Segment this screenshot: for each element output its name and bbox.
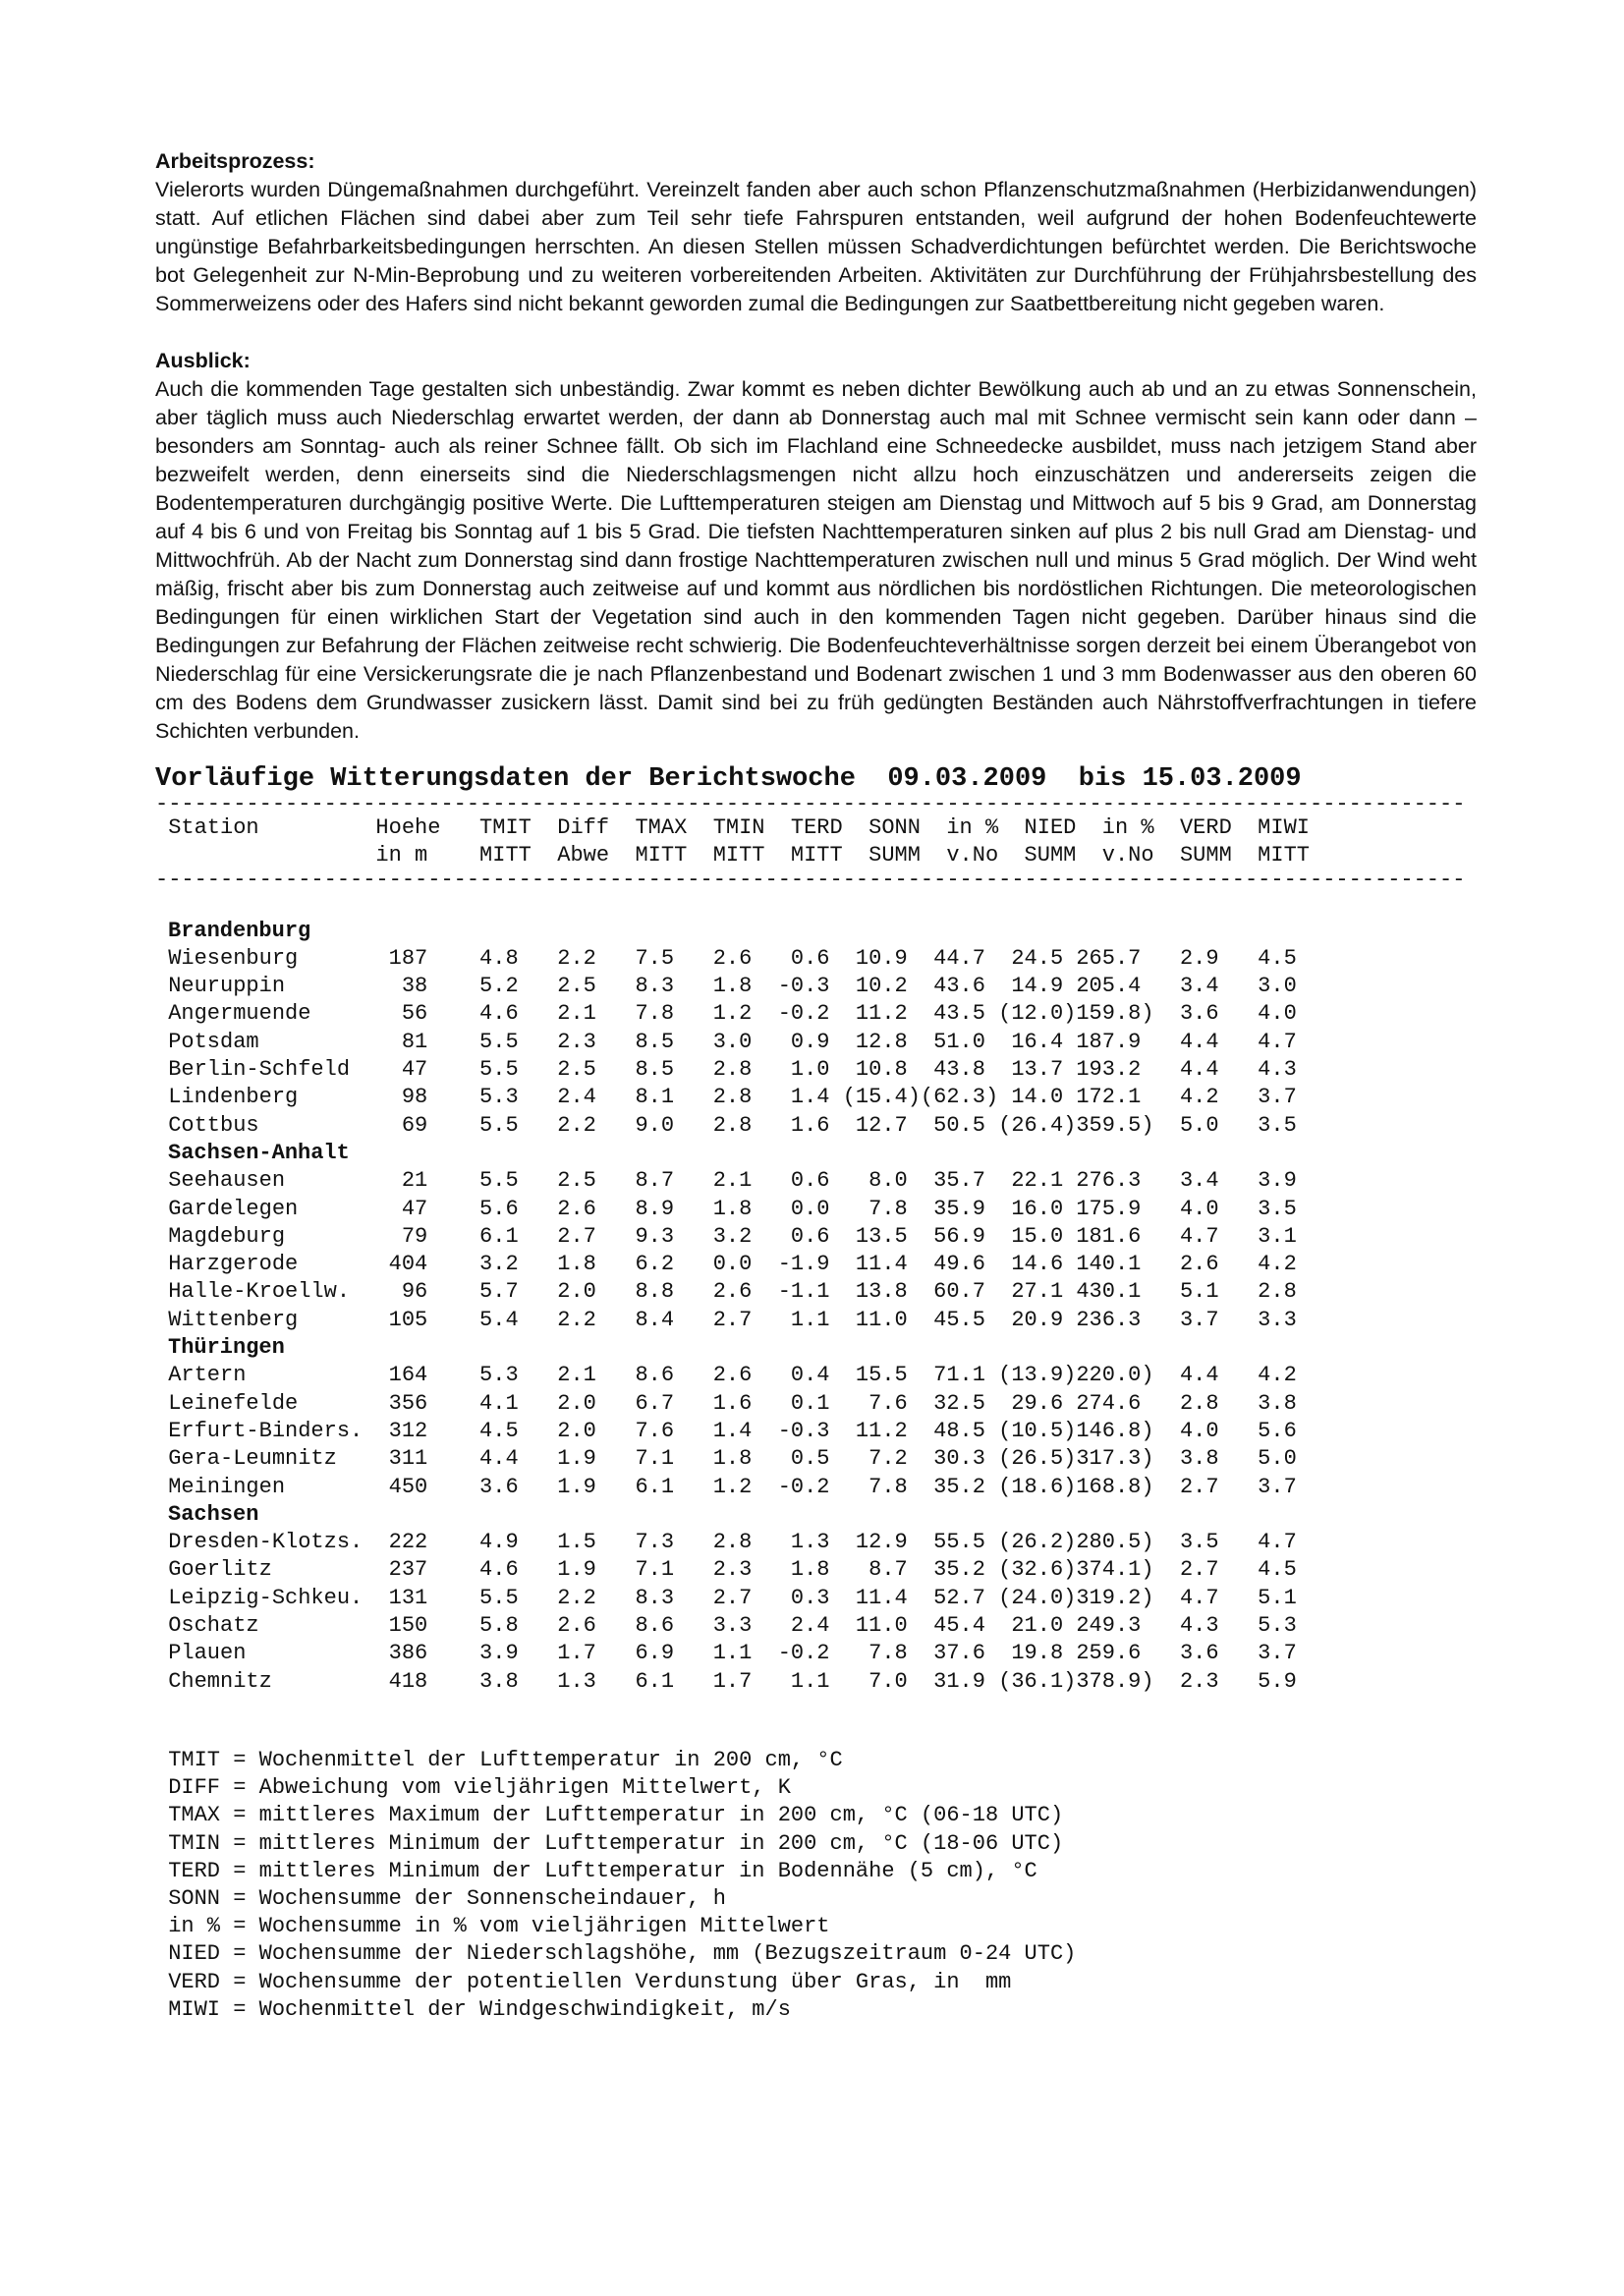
table-row: Oschatz 150 5.8 2.6 8.6 3.3 2.4 11.0 45.4 21.0 249.3 4.3 5.3 [155,1613,1297,1639]
legend-line: NIED = Wochensumme der Niederschlagshöhe, mm (Bezugszeitraum 0-24 UTC) [155,1941,1077,1967]
table-row: Cottbus 69 5.5 2.2 9.0 2.8 1.6 12.7 50.5 (26.4)359.5) 5.0 3.5 [155,1112,1297,1138]
divider-top: ----------------------------------------------------------------------------------------------------- [155,795,1466,814]
weather-table [155,763,1477,1696]
legend-line: VERD = Wochensumme der potentiellen Verdunstung über Gras, in mm [155,1969,1012,1994]
table-row: Chemnitz 418 3.8 1.3 6.1 1.7 1.1 7.0 31.9 (36.1)378.9) 2.3 5.9 [155,1668,1297,1694]
table-row: Meiningen 450 3.6 1.9 6.1 1.2 -0.2 7.8 35.2 (18.6)168.8) 2.7 3.7 [155,1474,1297,1499]
table-row: Potsdam 81 5.5 2.3 8.5 3.0 0.9 12.8 51.0 16.4 187.9 4.4 4.7 [155,1029,1297,1054]
legend-line: DIFF = Abweichung vom vieljährigen Mittelwert, K [155,1775,791,1801]
group-heading: Sachsen [168,1501,259,1527]
table-row: Erfurt-Binders. 312 4.5 2.0 7.6 1.4 -0.3 11.2 48.5 (10.5)146.8) 4.0 5.6 [155,1418,1297,1443]
table-row: Artern 164 5.3 2.1 8.6 2.6 0.4 15.5 71.1 (13.9)220.0) 4.4 4.2 [155,1363,1297,1388]
legend-line: TMIT = Wochenmittel der Lufttemperatur in 200 cm, °C [155,1747,843,1772]
table-row: Halle-Kroellw. 96 5.7 2.0 8.8 2.6 -1.1 13.8 60.7 27.1 430.1 5.1 2.8 [155,1279,1297,1305]
table-row: Leinefelde 356 4.1 2.0 6.7 1.6 0.1 7.6 32.5 29.6 274.6 2.8 3.8 [155,1390,1297,1416]
legend-line: TMIN = mittleres Minimum der Lufttemperatur in 200 cm, °C (18-06 UTC) [155,1830,1064,1856]
table-row: Neuruppin 38 5.2 2.5 8.3 1.8 -0.3 10.2 43.6 14.9 205.4 3.4 3.0 [155,974,1297,999]
section-heading-ausblick: Ausblick: [155,349,251,372]
table-row: Leipzig-Schkeu. 131 5.5 2.2 8.3 2.7 0.3 11.4 52.7 (24.0)319.2) 4.7 5.1 [155,1585,1297,1610]
table-row: Magdeburg 79 6.1 2.7 9.3 3.2 0.6 13.5 56.9 15.0 181.6 4.7 3.1 [155,1223,1297,1249]
table-row: Gardelegen 47 5.6 2.6 8.9 1.8 0.0 7.8 35.9 16.0 175.9 4.0 3.5 [155,1196,1297,1221]
table-row: Goerlitz 237 4.6 1.9 7.1 2.3 1.8 8.7 35.2 (32.6)374.1) 2.7 4.5 [155,1557,1297,1583]
group-heading: Thüringen [168,1335,285,1361]
document-page [155,147,1477,2024]
group-heading: Sachsen-Anhalt [168,1140,350,1165]
section-text-ausblick: Auch die kommenden Tage gestalten sich unbeständig. Zwar kommt es neben dichter Bewölkung auch ab und an zu etwas Sonnenschein, aber täglich muss auch Niederschlag erwartet werden, der dann ab Donnerstag auch mal mit Schnee vermischt sein kann oder dann –besonders am Sonntag- auch als reiner Schnee fällt. Ob sich im Flachland eine Schneedecke ausbildet, muss nach jetzigem Stand aber bezweifelt werden, denn einerseits sind die Niederschlagsmengen nicht allzu hoch einzuschätzen und andererseits zeigen die Bodentemperaturen durchgängig positive Werte. Die Lufttemperaturen steigen am Dienstag und Mittwoch auf 5 bis 9 Grad, am Donnerstag auf 4 bis 6 und von Freitag bis Sonntag auf 1 bis 5 Grad. Die tiefsten Nachttemperaturen sinken auf plus 2 bis null Grad am Dienstag- und Mittwochfrüh. Ab der Nacht zum Donnerstag sind dann frostige Nachttemperaturen zwischen null und minus 5 Grad möglich. Der Wind weht mäßig, frischt aber bis zum Donnerstag auch zeitweise auf und kommt aus nördlichen bis nordöstlichen Richtungen. Die meteorologischen Bedingungen für einen wirklichen Start der Vegetation sind auch in den kommenden Tagen nicht gegeben. Darüber hinaus sind die Bedingungen zur Befahrung der Flächen zeitweise recht schwierig. Die Bodenfeuchteverhältnisse sorgen derzeit bei einem Überangebot von Niederschlag für eine Versickerungsrate die je nach Pflanzenbestand und Bodenart zwischen 1 und 3 mm Bodenwasser aus den oberen 60 cm des Bodens dem Grundwasser zusickern lässt. Damit sind bei zu früh gedüngten Beständen auch Nährstoffverfrachtungen in tiefere Schichten verbunden. [155,377,1477,743]
legend-line: TMAX = mittleres Maximum der Lufttemperatur in 200 cm, °C (06-18 UTC) [155,1803,1064,1828]
section-heading-arbeitsprozess: Arbeitsprozess: [155,149,315,173]
table-row: Harzgerode 404 3.2 1.8 6.2 0.0 -1.9 11.4 49.6 14.6 140.1 2.6 4.2 [155,1252,1297,1277]
legend [155,1747,1477,2024]
table-header-line1: Station Hoehe TMIT Diff TMAX TMIN TERD SONN in % NIED in % VERD MIWI [155,815,1310,840]
legend-line: in % = Wochensumme in % vom vieljährigen Mittelwert [155,1914,830,1939]
legend-line: TERD = mittleres Minimum der Lufttemperatur in Bodennähe (5 cm), °C [155,1858,1037,1883]
table-title: Vorläufige Witterungsdaten der Berichtswoche 09.03.2009 bis 15.03.2009 [155,764,1302,794]
table-row: Plauen 386 3.9 1.7 6.9 1.1 -0.2 7.8 37.6 19.8 259.6 3.6 3.7 [155,1641,1297,1666]
group-heading: Brandenburg [168,918,311,943]
table-row: Angermuende 56 4.6 2.1 7.8 1.2 -0.2 11.2 43.5 (12.0)159.8) 3.6 4.0 [155,1001,1297,1027]
table-row: Gera-Leumnitz 311 4.4 1.9 7.1 1.8 0.5 7.2 30.3 (26.5)317.3) 3.8 5.0 [155,1446,1297,1472]
table-row: Wittenberg 105 5.4 2.2 8.4 2.7 1.1 11.0 45.5 20.9 236.3 3.7 3.3 [155,1307,1297,1332]
legend-line: MIWI = Wochenmittel der Windgeschwindigkeit, m/s [155,1996,791,2022]
table-header-line2: in m MITT Abwe MITT MITT MITT SUMM v.No SUMM v.No SUMM MITT [155,843,1310,868]
table-body [155,918,1477,1696]
table-row: Lindenberg 98 5.3 2.4 8.1 2.8 1.4 (15.4)(62.3) 14.0 172.1 4.2 3.7 [155,1085,1297,1110]
table-row: Berlin-Schfeld 47 5.5 2.5 8.5 2.8 1.0 10.8 43.8 13.7 193.2 4.4 4.3 [155,1057,1297,1083]
section-text-arbeitsprozess: Vielerorts wurden Düngemaßnahmen durchgeführt. Vereinzelt fanden aber auch schon Pflanzenschutzmaßnahmen (Herbizidanwendungen) statt. Auf etlichen Flächen sind dabei aber zum Teil sehr tiefe Fahrspuren entstanden, weil aufgrund der hohen Bodenfeuchtewerte ungünstige Befahrbarkeitsbedingungen herrschten. An diesen Stellen müssen Schadverdichtungen befürchtet werden. Die Berichtswoche bot Gelegenheit zur N-Min-Beprobung und zu weiteren vorbereitenden Arbeiten. Aktivitäten zur Durchführung der Frühjahrsbestellung des Sommerweizens oder des Hafers sind nicht bekannt geworden zumal die Bedingungen zur Saatbettbereitung nicht gegeben waren. [155,178,1477,315]
legend-line: SONN = Wochensumme der Sonnenscheindauer, h [155,1885,726,1911]
table-row: Dresden-Klotzs. 222 4.9 1.5 7.3 2.8 1.3 12.9 55.5 (26.2)280.5) 3.5 4.7 [155,1530,1297,1555]
table-row: Wiesenburg 187 4.8 2.2 7.5 2.6 0.6 10.9 44.7 24.5 265.7 2.9 4.5 [155,945,1297,971]
table-row: Seehausen 21 5.5 2.5 8.7 2.1 0.6 8.0 35.7 22.1 276.3 3.4 3.9 [155,1168,1297,1194]
divider-header: ----------------------------------------------------------------------------------------------------- [155,869,1466,890]
